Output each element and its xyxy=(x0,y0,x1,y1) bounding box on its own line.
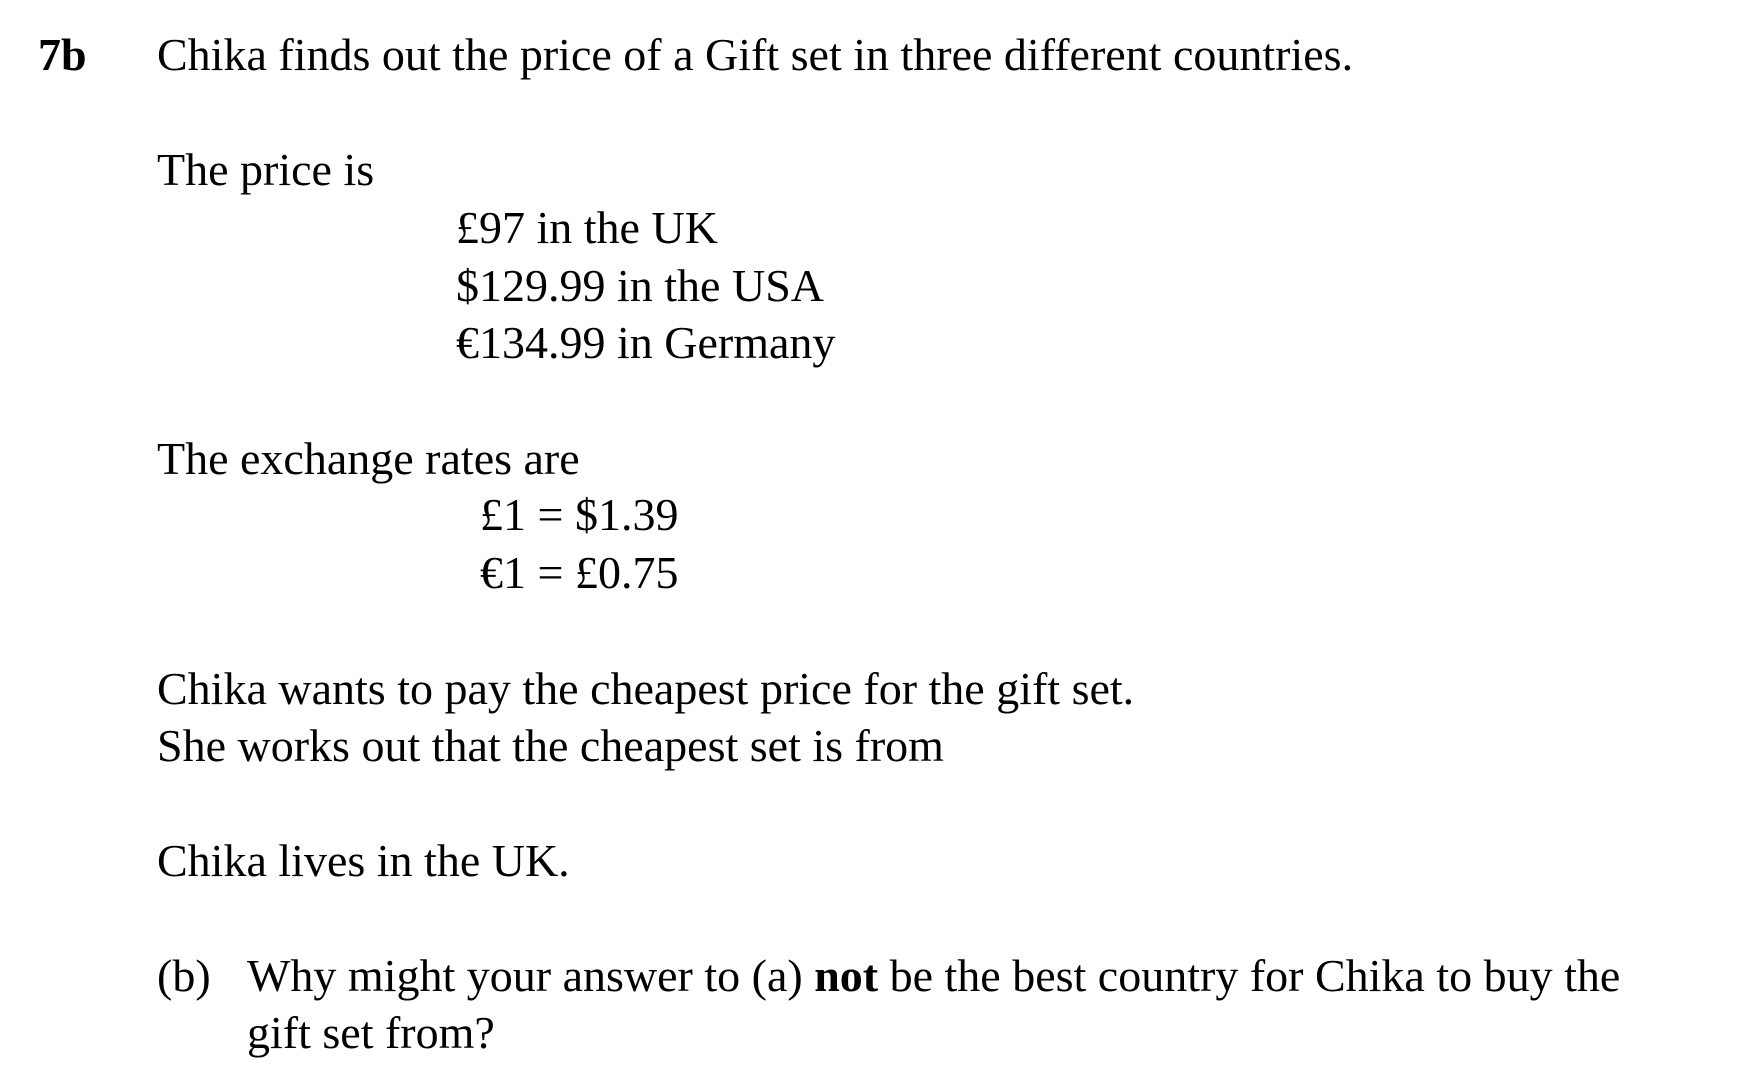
rate-euro-pound: €1 = £0.75 xyxy=(480,547,679,598)
lives-line: Chika lives in the UK. xyxy=(157,835,570,886)
question-number: 7b xyxy=(38,29,87,80)
part-b-text-bold: not xyxy=(814,950,879,1001)
price-usa: $129.99 in the USA xyxy=(456,260,824,311)
question-intro: Chika finds out the price of a Gift set in three different countries. xyxy=(157,29,1354,80)
part-b-question-line-1 xyxy=(247,950,1621,1001)
price-germany: €134.99 in Germany xyxy=(456,317,836,368)
part-b-text-before: Why might your answer to (a) xyxy=(247,950,803,1001)
part-b-question-line-2: gift set from? xyxy=(247,1007,495,1058)
cheapest-line-1: Chika wants to pay the cheapest price for the gift set. xyxy=(157,663,1135,714)
cheapest-line-2: She works out that the cheapest set is from xyxy=(157,720,944,771)
part-b-label: (b) xyxy=(157,950,211,1001)
rate-pound-dollar: £1 = $1.39 xyxy=(480,489,679,540)
rates-heading: The exchange rates are xyxy=(157,433,580,484)
part-b-text-after: be the best country for Chika to buy the xyxy=(889,950,1621,1001)
price-uk: £97 in the UK xyxy=(456,202,718,253)
price-heading: The price is xyxy=(157,144,375,195)
